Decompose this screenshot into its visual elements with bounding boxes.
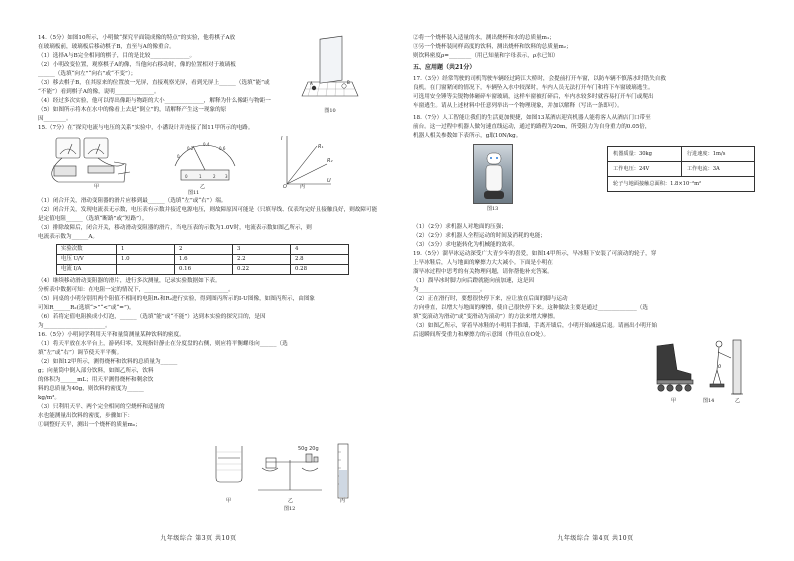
text-line: g；向量筒中倒入部分饮料，如图乙所示，饮料: [38, 368, 154, 374]
table-row: [57, 245, 349, 255]
text-line: 为______________________。: [413, 287, 486, 294]
mirror-experiment-diagram: [300, 34, 360, 104]
text-line: （2）如图12甲所示，测得烧杯和饮料的总质量为______: [38, 359, 178, 365]
table-row: [608, 177, 755, 192]
svg-text:I: I: [281, 136, 283, 142]
question-18: [413, 113, 764, 140]
svg-text:0.6: 0.6: [219, 146, 226, 151]
table-row: [608, 147, 755, 162]
text-line: （2）小明改变位置，观察棋子A的像，当他向右移动时，像的位置相对于玻璃板: [38, 62, 236, 68]
table-cell: 1.6: [175, 255, 233, 265]
svg-text:R₁: R₁: [318, 144, 324, 150]
text-line: 为______________________。: [38, 323, 111, 329]
svg-text:B: B: [347, 80, 350, 85]
text-line: （2）（2分）求机器人全程运动的时间及消耗的电能；: [413, 233, 546, 240]
section-heading: 五、应用题（共21分）: [413, 64, 476, 71]
text-line: （2）正在滑行时，要想很快停下来，应让放在后面的脚与运动: [413, 296, 568, 303]
text-line: （1）闭合开关，滑动变阻器的滑片应移到最______（选填“左”或“右”）端。: [38, 198, 227, 204]
robot-photo: [473, 144, 513, 204]
svg-text:U: U: [327, 178, 331, 184]
text-line: 因________。: [38, 116, 72, 122]
text-line: 是定值电阻______（选填“断路”或“短路”）。: [38, 216, 148, 222]
svg-text:50g 20g: 50g 20g: [298, 446, 319, 452]
text-line: ①调整好天平，测出一个烧杯的质量m₀；: [38, 422, 141, 428]
text-line: （6）若将定值电阻换成小灯泡，______（选填“能”或“不能”）达到本实验的探究目的，是因: [38, 314, 266, 320]
svg-text:O: O: [718, 364, 722, 369]
text-line: （1）（2分）求机器人对地面的压强；: [413, 224, 507, 231]
figure-13-area: 图13 机器质量：30kg 行进速度：1m/s 工作电压：24V 工作电流：3A 轮子与地面接触总面积：1.8×10⁻²m²: [413, 140, 764, 222]
text-line: 18.（7分）人工智能让我们的生活更加便捷，如图13某酒店迎宾机器人能将客人从酒店门口带至: [413, 115, 651, 122]
text-line: 水也能测量出饮料的密度，步骤如下：: [38, 413, 134, 419]
table-cell: 0.22: [233, 265, 291, 275]
circuit-diagram: [38, 134, 338, 188]
balance-and-cylinder-diagram: [210, 438, 360, 506]
text-line: 在玻璃板前，玻璃板后移动棋子B，直至与A的像重合。: [38, 44, 175, 50]
figure-11: 0 0.2 0.4 0.6 0 1 2 3 I U O R₁ R₂ 甲 乙 丙 图11: [38, 134, 383, 196]
table-cell: 2.2: [233, 255, 291, 265]
text-line: 分析表中数据可知：在电阻一定的情况下，______________________________。: [38, 287, 234, 293]
svg-text:R₂: R₂: [327, 158, 333, 164]
text-line: 15.（7分）在“探究电流与电压的关系”实验中，小潘设计并连接了图11甲所示的电路。: [38, 125, 254, 131]
question-15: [38, 124, 383, 133]
text-line: ②将一个烧杯装入适量的水，测出烧杯和水的总质量m₁；: [413, 35, 555, 41]
page-footer: 九年级综合 第4页 共10页: [557, 534, 634, 542]
text-line: （3）只利用天平、两个完全相同的空烧杯和适量的: [38, 404, 165, 410]
text-line: ③另一个烧杯装同样高度的饮料，测出烧杯和饮料的总质量m₂；: [413, 44, 572, 50]
text-line: “不能”）看到棋子A的像，说明______________。: [38, 89, 160, 95]
svg-text:2: 2: [213, 174, 216, 179]
table-cell: 电流 I/A: [57, 265, 117, 275]
text-line: （2）闭合开关，发现电流表无示数，电压表有示数并接近电源电压，则故障原因可能是（只填导线、仪表均完好且接触良好，则故障可能: [38, 207, 378, 213]
text-line: 车窗逃生。请从上述材料中任意列举出一个物理现象，并加以解释（写出一条即可）。: [413, 103, 623, 110]
text-line: （3）如图乙所示，穿着旱冰鞋的小明用手推墙，手离开墙后，小明开始减速后退。请画出小明开始: [413, 323, 658, 330]
text-line: 方向垂直，以增大与地面的摩擦，使自己很快停下来。这种做法主要是通过______________（选: [413, 305, 648, 312]
text-line: 良机。在门窗紧闭的情况下，车辆坠入水中较深时，车内人员无法打开车门和将下车窗玻璃逃生。: [413, 85, 654, 92]
text-line: 料的总质量为40g，则饮料的密度为______: [38, 386, 144, 392]
table-cell: 轮子与地面接触总面积：1.8×10⁻²m²: [608, 177, 755, 192]
roller-skate-diagram: [647, 336, 747, 398]
text-line: （1）选择A与B完全相同的棋子，目的是比较______________。: [38, 53, 196, 59]
text-line: 14.（5分）如图10所示，小明做“探究平面镜成像的特点”的实验，他将棋子A放: [38, 35, 236, 41]
text-line: 可知R______R₂(选填“>”“<”或“=”)。: [38, 305, 135, 311]
table-cell: 1.0: [117, 255, 175, 265]
table-cell: [117, 265, 175, 275]
question-18-parts: [413, 222, 764, 249]
question-15-more: [38, 277, 383, 331]
table-cell: 机器质量：30kg: [608, 147, 682, 162]
chess-piece-a: [312, 86, 316, 90]
table-cell: 工作电压：24V: [608, 162, 682, 177]
table-row: [57, 255, 349, 265]
data-table: [56, 244, 349, 275]
text-line: 上旱冰鞋后，人与地面的摩擦力大大减小。下面是小明在: [413, 260, 553, 267]
text-line: 机器人相关参数如下表所示，g取10N/kg。: [413, 133, 522, 140]
text-line: （5）同桌的小明分别用两个阻值不相同的电阻R₁和R₂进行实验，得到图丙所示的I-U图像，如图丙所示，由图象: [38, 296, 316, 302]
page-footer: 九年级综合 第3页 共10页: [160, 534, 237, 542]
svg-text:0.2: 0.2: [187, 146, 194, 151]
chess-piece-b: [342, 84, 346, 88]
svg-text:0: 0: [177, 154, 180, 159]
right-page: [397, 0, 794, 561]
question-16: [38, 331, 383, 430]
table-cell: 0.16: [175, 265, 233, 275]
text-line: （3）（3分）求电能转化为机械能的效率。: [413, 242, 519, 249]
text-line: kg/m³。: [38, 395, 60, 401]
text-line: 后退瞬间所受重力和摩擦力的示意图（作用点在O处）。: [413, 332, 550, 339]
text-line: （3）移去棋子B，在其原来的位置放一光屏，直接观察光屏，看到光屏上______（选填“能”或: [38, 80, 270, 86]
text-line: （4）经过多次实验，他可以得出像距与物距的大小______________，解释为什么像距与物距一: [38, 98, 271, 104]
figure-14: O 甲 图14 乙: [647, 336, 747, 408]
text-line: （3）排除故障后，闭合开关，移动滑动变阻器的滑片，当电压表的示数为1.0V时，电流表示数如图乙所示，则: [38, 225, 312, 231]
table-cell: 实验次数: [57, 245, 117, 255]
question-17: [413, 74, 764, 110]
svg-text:O: O: [283, 184, 287, 188]
question-16-continued: [413, 34, 764, 61]
table-cell: 3: [233, 245, 291, 255]
text-line: （5）如图所示将木在水中的像看上去是“倒立”的，请解释产生这一现象的原: [38, 107, 227, 113]
figure-12: 50g 20g 甲 乙 丙 图12: [210, 438, 360, 516]
text-line: 电流表示数为______A。: [38, 234, 98, 240]
text-line: 17.（3分）经常驾驶的司机驾驶车辆经过跨江大桥时，会提前打开车窗，以防车辆不慎落水时错失自救: [413, 76, 666, 83]
table-cell: 电压 U/V: [57, 255, 117, 265]
svg-text:1: 1: [199, 174, 202, 179]
text-line: 19.（5分）溜旱冰运动深受广大青少年的喜爱，如图14甲所示，旱冰鞋下安装了可滚动的轮子，穿: [413, 251, 657, 258]
table-cell: 4: [291, 245, 349, 255]
question-14: [38, 34, 288, 124]
table-cell: 2: [175, 245, 233, 255]
text-line: （1）溜旱冰时脚力向后蹬就能向前加速，这是因: [413, 278, 535, 285]
text-line: 的体积为______mL；用天平测得烧杯和剩余饮: [38, 377, 154, 383]
text-line: 可选用安全锤等尖锐物体砸碎车窗玻璃，这样车窗被打碎后，车内水较多时就容易打开车门或爬出: [413, 94, 654, 101]
table-cell: 2.8: [291, 255, 349, 265]
text-line: 填“变滚动为滑动”或“变滑动为滚动”）的方法来增大摩擦。: [413, 314, 559, 321]
text-line: （1）将天平放在水平台上，游码归零，发现指针静止在分度盘的右侧，则应将平衡螺母向______（选: [38, 341, 288, 347]
table-row: [608, 162, 755, 177]
table-cell: 1: [117, 245, 175, 255]
text-line: 前台。这一过程中机器人做匀速直线运动，通过的路程为20m，所受阻力为自身重力的0.05倍，: [413, 124, 651, 131]
text-line: 则饮料密度ρ=________（用已知量和字母表示，ρ水已知）: [413, 53, 559, 59]
table-cell: 工作电流：3A: [681, 162, 754, 177]
figure-10: A B 图10: [300, 34, 360, 112]
text-line: （4）继续移动滑动变阻器的滑片，进行多次测量，记录实验数据如下表。: [38, 278, 221, 284]
svg-text:0: 0: [185, 174, 188, 179]
svg-text:3: 3: [225, 174, 228, 179]
table-row: [57, 265, 349, 275]
svg-text:A: A: [310, 81, 313, 86]
text-line: ______（选填“向左”“向右”或“不变”）；: [38, 71, 137, 77]
table-cell: 行进速度：1m/s: [681, 147, 754, 162]
text-line: 溜旱冰过程中思考的有关物理问题，请你帮他补充答案。: [413, 269, 553, 276]
table-cell: 0.28: [291, 265, 349, 275]
robot-parameters-table: [607, 146, 755, 192]
text-line: 填“左”或“右”）调节使天平平衡。: [38, 350, 123, 356]
svg-text:0.4: 0.4: [203, 142, 210, 147]
text-line: 16.（5分）小明同学利用天平和量筒测量某种饮料的密度。: [38, 332, 185, 338]
question-19: [413, 249, 764, 339]
question-15-parts: [38, 197, 383, 242]
